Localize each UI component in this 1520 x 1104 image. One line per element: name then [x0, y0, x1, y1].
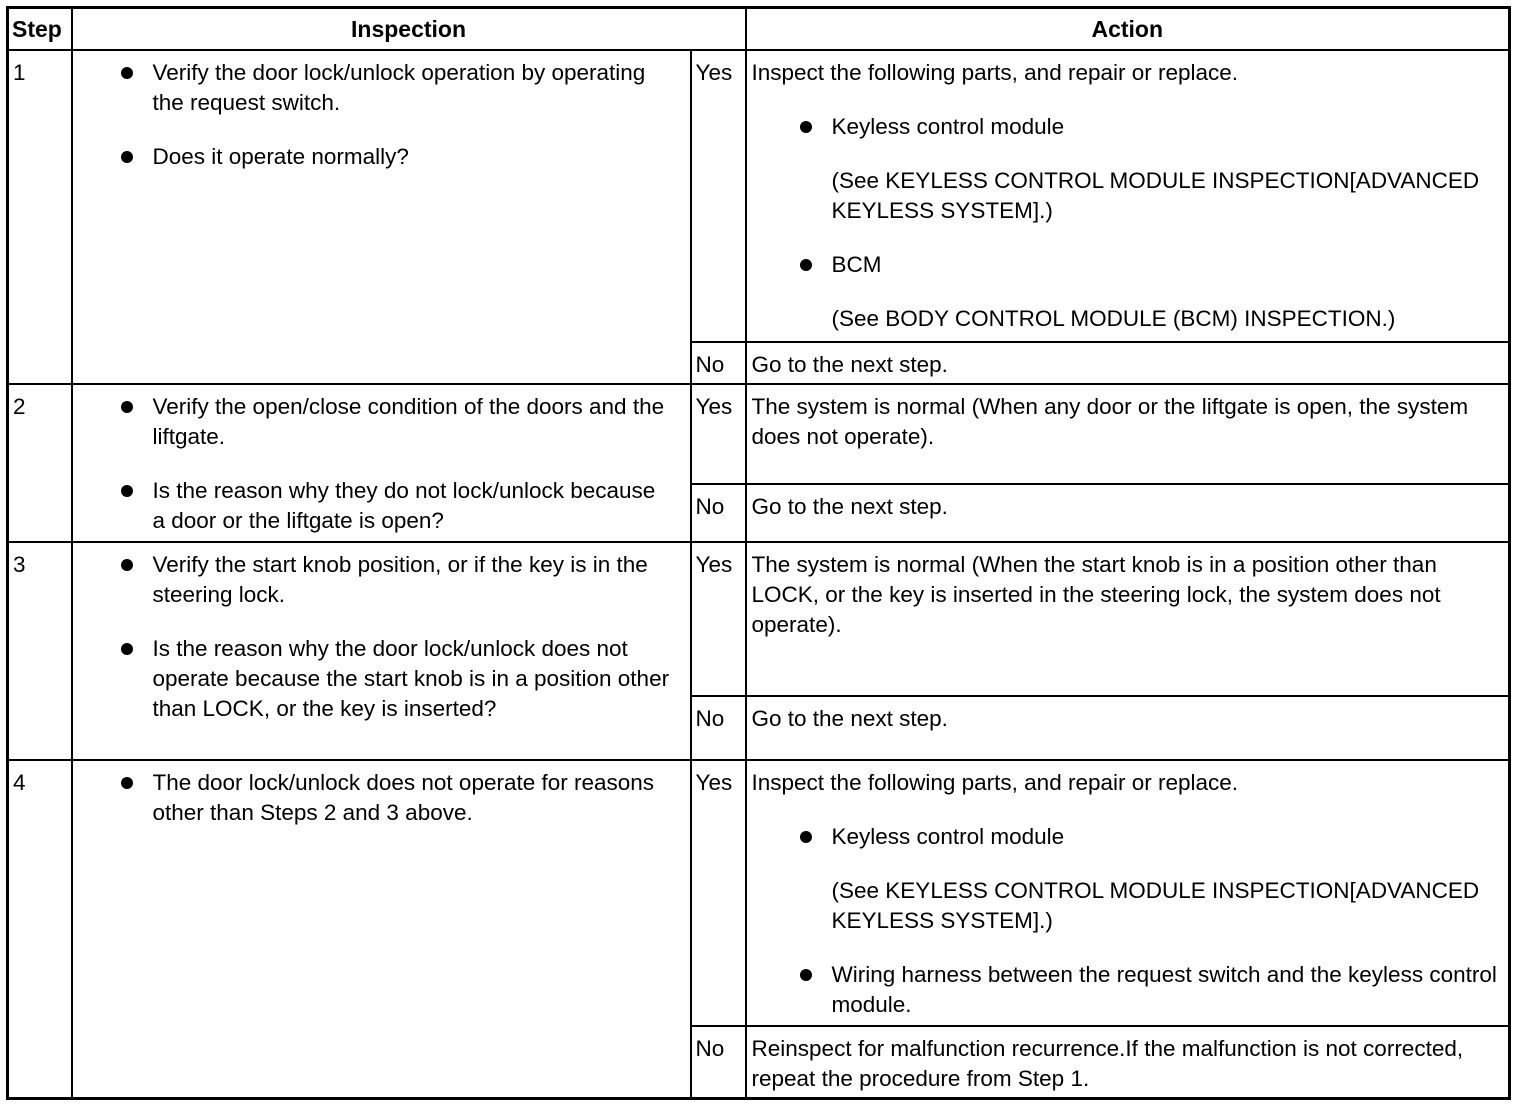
- part-item: Keyless control module: [792, 112, 1499, 142]
- yes-action-cell: The system is normal (When any door or the liftgate is open, the system does not operate).: [746, 384, 1510, 484]
- no-action-cell: Go to the next step.: [746, 484, 1510, 542]
- procedure-table: [6, 6, 1511, 1100]
- step-number: 2: [8, 384, 72, 542]
- inspection-cell: [72, 384, 691, 542]
- part-item: Wiring harness between the request switch and the keyless control module.: [792, 960, 1499, 1020]
- table-row: [8, 50, 1510, 342]
- yes-action-cell: [746, 50, 1510, 342]
- inspection-item: Verify the start knob position, or if the key is in the steering lock.: [113, 550, 670, 610]
- part-item: Keyless control module: [792, 822, 1499, 852]
- yes-action-cell: The system is normal (When the start knob is in a position other than LOCK, or the key is inserted in the steering lock, the system does not operate).: [746, 542, 1510, 696]
- part-note: (See KEYLESS CONTROL MODULE INSPECTION[ADVANCED KEYLESS SYSTEM].): [831, 878, 1480, 933]
- inspection-cell: [72, 760, 691, 1098]
- no-action-cell: Go to the next step.: [746, 342, 1510, 384]
- action-intro: Inspect the following parts, and repair or replace.: [751, 770, 1239, 795]
- yes-action-cell: [746, 760, 1510, 1026]
- inspection-item: Is the reason why the door lock/unlock does not operate because the start knob is in a position other than LOCK, or the key is inserted?: [113, 634, 670, 724]
- parts-list: [792, 822, 1499, 1020]
- inspection-item: Is the reason why they do not lock/unlock because a door or the liftgate is open?: [113, 476, 670, 536]
- part-note: (See BODY CONTROL MODULE (BCM) INSPECTION.): [831, 306, 1396, 331]
- part-note: (See KEYLESS CONTROL MODULE INSPECTION[ADVANCED KEYLESS SYSTEM].): [831, 168, 1480, 223]
- header-step: Step: [8, 8, 72, 51]
- no-label: No: [691, 696, 746, 760]
- yes-label: Yes: [691, 384, 746, 484]
- yes-label: Yes: [691, 50, 746, 342]
- step-number: 1: [8, 50, 72, 384]
- no-action-cell: Reinspect for malfunction recurrence.If the malfunction is not corrected, repeat the procedure from Step 1.: [746, 1026, 1510, 1098]
- table-row: [8, 760, 1510, 1026]
- header-inspection: Inspection: [72, 8, 746, 51]
- table-row: [8, 384, 1510, 484]
- part-item: BCM: [792, 250, 1499, 280]
- action-intro: Inspect the following parts, and repair or replace.: [751, 60, 1239, 85]
- table-row: [8, 542, 1510, 696]
- header-action: Action: [746, 8, 1510, 51]
- procedure-table-wrapper: [6, 6, 1511, 1100]
- yes-label: Yes: [691, 760, 746, 1026]
- no-label: No: [691, 484, 746, 542]
- inspection-item: The door lock/unlock does not operate for reasons other than Steps 2 and 3 above.: [113, 768, 670, 828]
- step-number: 3: [8, 542, 72, 760]
- inspection-cell: [72, 542, 691, 760]
- inspection-cell: [72, 50, 691, 384]
- inspection-item: Does it operate normally?: [113, 142, 670, 172]
- no-action-cell: Go to the next step.: [746, 696, 1510, 760]
- inspection-item: Verify the open/close condition of the doors and the liftgate.: [113, 392, 670, 452]
- header-row: [8, 8, 1510, 51]
- parts-list: [792, 112, 1499, 334]
- no-label: No: [691, 342, 746, 384]
- yes-label: Yes: [691, 542, 746, 696]
- inspection-item: Verify the door lock/unlock operation by operating the request switch.: [113, 58, 670, 118]
- no-label: No: [691, 1026, 746, 1098]
- step-number: 4: [8, 760, 72, 1098]
